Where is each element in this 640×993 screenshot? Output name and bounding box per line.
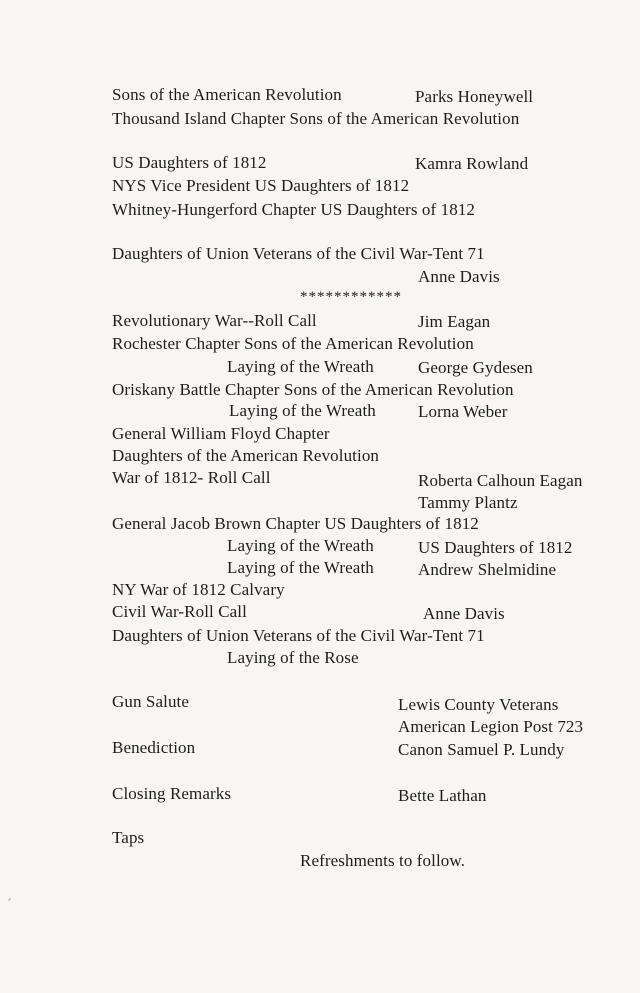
participant-name: Roberta Calhoun Eagan bbox=[418, 471, 583, 490]
participant-name: Anne Davis bbox=[423, 604, 505, 623]
section-divider: ************ bbox=[300, 289, 402, 305]
program-item: Civil War-Roll Call bbox=[112, 602, 247, 621]
program-item: War of 1812- Roll Call bbox=[112, 468, 271, 487]
program-item: Laying of the Wreath bbox=[227, 536, 374, 555]
program-line: Daughters of Union Veterans of the Civil War-Tent 71 bbox=[112, 244, 485, 263]
program-line: Whitney-Hungerford Chapter US Daughters of 1812 bbox=[112, 200, 476, 219]
program-item: Gun Salute bbox=[112, 692, 190, 711]
program-item: Laying of the Rose bbox=[227, 648, 359, 667]
program-item: Laying of the Wreath bbox=[227, 558, 374, 577]
program-item: Taps bbox=[112, 828, 145, 847]
program-item: Laying of the Wreath bbox=[229, 401, 376, 420]
participant-name: American Legion Post 723 bbox=[398, 717, 584, 736]
participant-name: US Daughters of 1812 bbox=[418, 538, 573, 557]
participant-name: Lorna Weber bbox=[418, 402, 508, 421]
participant-name: Canon Samuel P. Lundy bbox=[398, 740, 565, 759]
participant-name: George Gydesen bbox=[418, 358, 533, 377]
program-item: Laying of the Wreath bbox=[227, 357, 374, 376]
participant-name: Bette Lathan bbox=[398, 786, 487, 805]
program-item: Sons of the American Revolution bbox=[112, 85, 342, 104]
participant-name: Kamra Rowland bbox=[415, 154, 529, 173]
program-line: NYS Vice President US Daughters of 1812 bbox=[112, 176, 410, 195]
participant-name: Parks Honeywell bbox=[415, 87, 534, 106]
participant-name: Jim Eagan bbox=[418, 312, 491, 331]
program-line: Thousand Island Chapter Sons of the American Revolution bbox=[112, 109, 520, 128]
program-line: Rochester Chapter Sons of the American Revolution bbox=[112, 334, 474, 353]
program-line: General Jacob Brown Chapter US Daughters of 1812 bbox=[112, 514, 479, 533]
participant-name: Anne Davis bbox=[418, 267, 500, 286]
participant-name: Lewis County Veterans bbox=[398, 695, 559, 714]
program-line: Daughters of the American Revolution bbox=[112, 446, 380, 465]
program-item: Closing Remarks bbox=[112, 784, 232, 803]
paper-speck bbox=[8, 898, 11, 901]
program-line: Oriskany Battle Chapter Sons of the American Revolution bbox=[112, 380, 514, 399]
program-line: NY War of 1812 Calvary bbox=[112, 580, 285, 599]
participant-name: Andrew Shelmidine bbox=[418, 560, 557, 579]
program-line: General William Floyd Chapter bbox=[112, 424, 330, 443]
program-line: Daughters of Union Veterans of the Civil War-Tent 71 bbox=[112, 626, 485, 645]
program-item: Revolutionary War--Roll Call bbox=[112, 311, 317, 330]
program-item: US Daughters of 1812 bbox=[112, 153, 267, 172]
participant-name: Tammy Plantz bbox=[418, 493, 518, 512]
program-item: Benediction bbox=[112, 738, 196, 757]
closing-note: Refreshments to follow. bbox=[300, 851, 466, 870]
